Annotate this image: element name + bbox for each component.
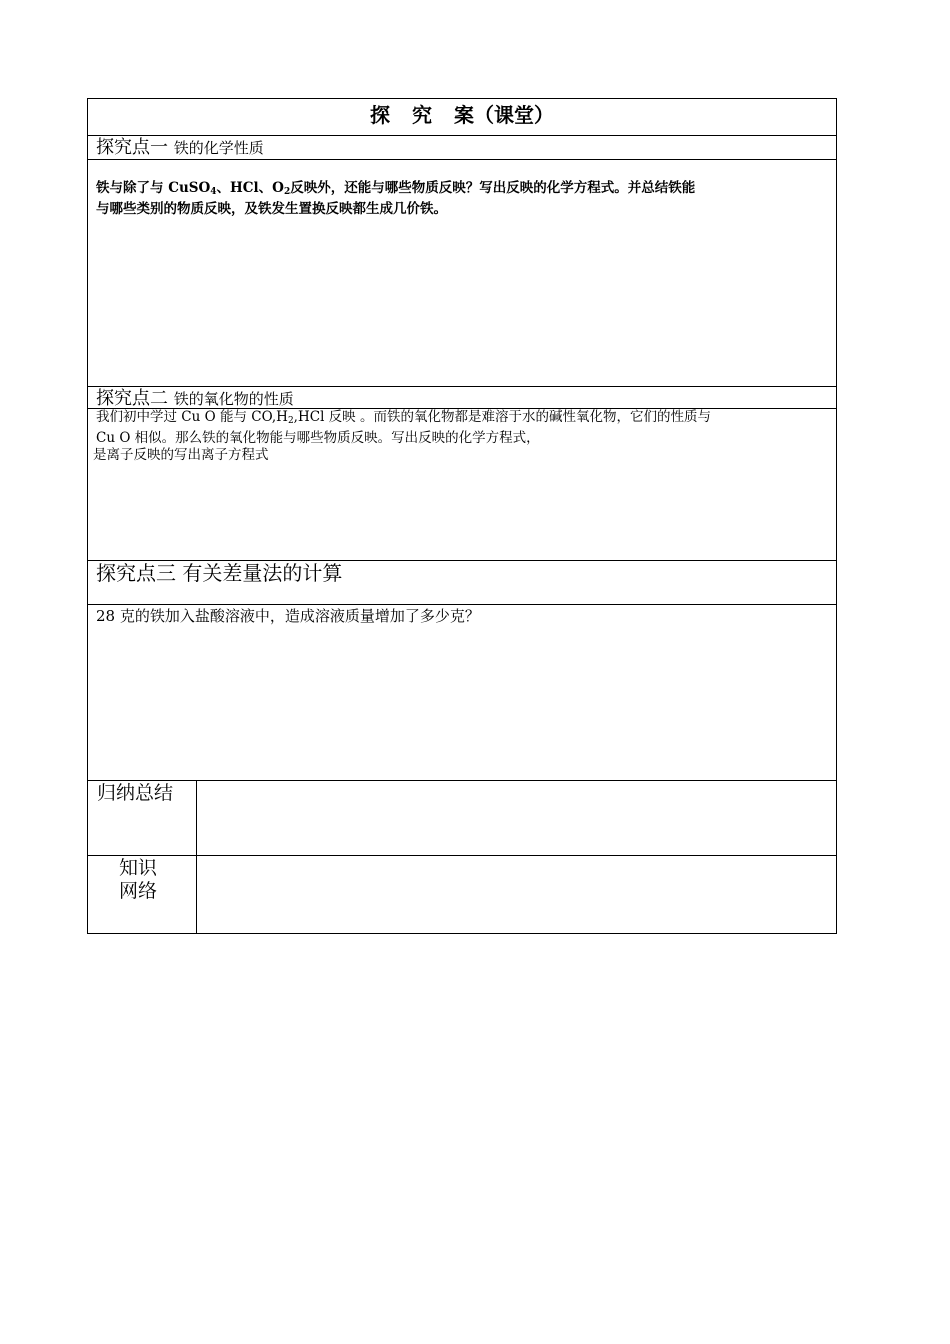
knowledge-network-row — [88, 856, 836, 933]
title-char-2: 究 — [412, 103, 432, 127]
knowledge-network-label-line2: 网络 — [119, 880, 158, 902]
section2-line3: 是离子反映的写出离子方程式 — [93, 447, 269, 463]
knowledge-network-label — [88, 856, 197, 933]
section1-prompt-part-a: 铁与除了与 CuSO — [96, 180, 211, 196]
section1-label: 探究点一 — [96, 137, 168, 158]
section1-prompt-sub4: 4 — [210, 187, 217, 197]
section2-line1-part-b: ,HCl 反映 。而铁的氧化物都是难溶于水的碱性氧化物，它们的性质与 — [293, 409, 711, 425]
section3-heading — [88, 561, 836, 605]
section2-answer-area[interactable] — [88, 409, 836, 561]
section1-prompt — [88, 160, 836, 218]
section2-line1-sub: 2 — [287, 416, 294, 426]
section1-topic: 铁的化学性质 — [173, 139, 264, 157]
section1-prompt-part-b: 、HCl、O — [216, 180, 284, 196]
knowledge-network-label-line1: 知识 — [119, 857, 158, 879]
section1-heading — [88, 136, 836, 160]
section2-heading — [88, 387, 836, 409]
section1-prompt-part-c: 反映外，还能与哪些物质反映？写出反映的化学方程式。并总结铁能 — [290, 180, 696, 196]
section3-answer-area[interactable] — [88, 605, 836, 781]
section2-topic: 铁的氧化物的性质 — [173, 390, 294, 408]
title-char-3: 案（课堂） — [454, 103, 554, 127]
section3-topic: 有关差量法的计算 — [182, 561, 343, 585]
section1-answer-area[interactable] — [88, 160, 836, 387]
section3-label: 探究点三 — [96, 561, 176, 585]
knowledge-network-field[interactable] — [197, 856, 836, 933]
section2-label: 探究点二 — [96, 388, 168, 409]
section2-line2: Cu O 相似。那么铁的氧化物能与哪些物质反映。写出反映的化学方程式， — [96, 430, 540, 446]
section1-prompt-sub2: 2 — [283, 187, 291, 197]
summary-field[interactable] — [197, 781, 836, 855]
title-char-1: 探 — [370, 103, 390, 127]
worksheet-table — [87, 98, 837, 934]
section2-prompt — [88, 409, 836, 464]
summary-row — [88, 781, 836, 856]
summary-label: 归纳总结 — [88, 781, 197, 855]
section3-question: 28 克的铁加入盐酸溶液中，造成溶液质量增加了多少克？ — [96, 607, 480, 625]
section1-prompt-line2: 与哪些类别的物质反映，及铁发生置换反映都生成几价铁。 — [96, 201, 447, 217]
worksheet-title — [88, 99, 836, 136]
section2-line1-part-a: 我们初中学过 Cu O 能与 CO,H — [96, 409, 288, 425]
